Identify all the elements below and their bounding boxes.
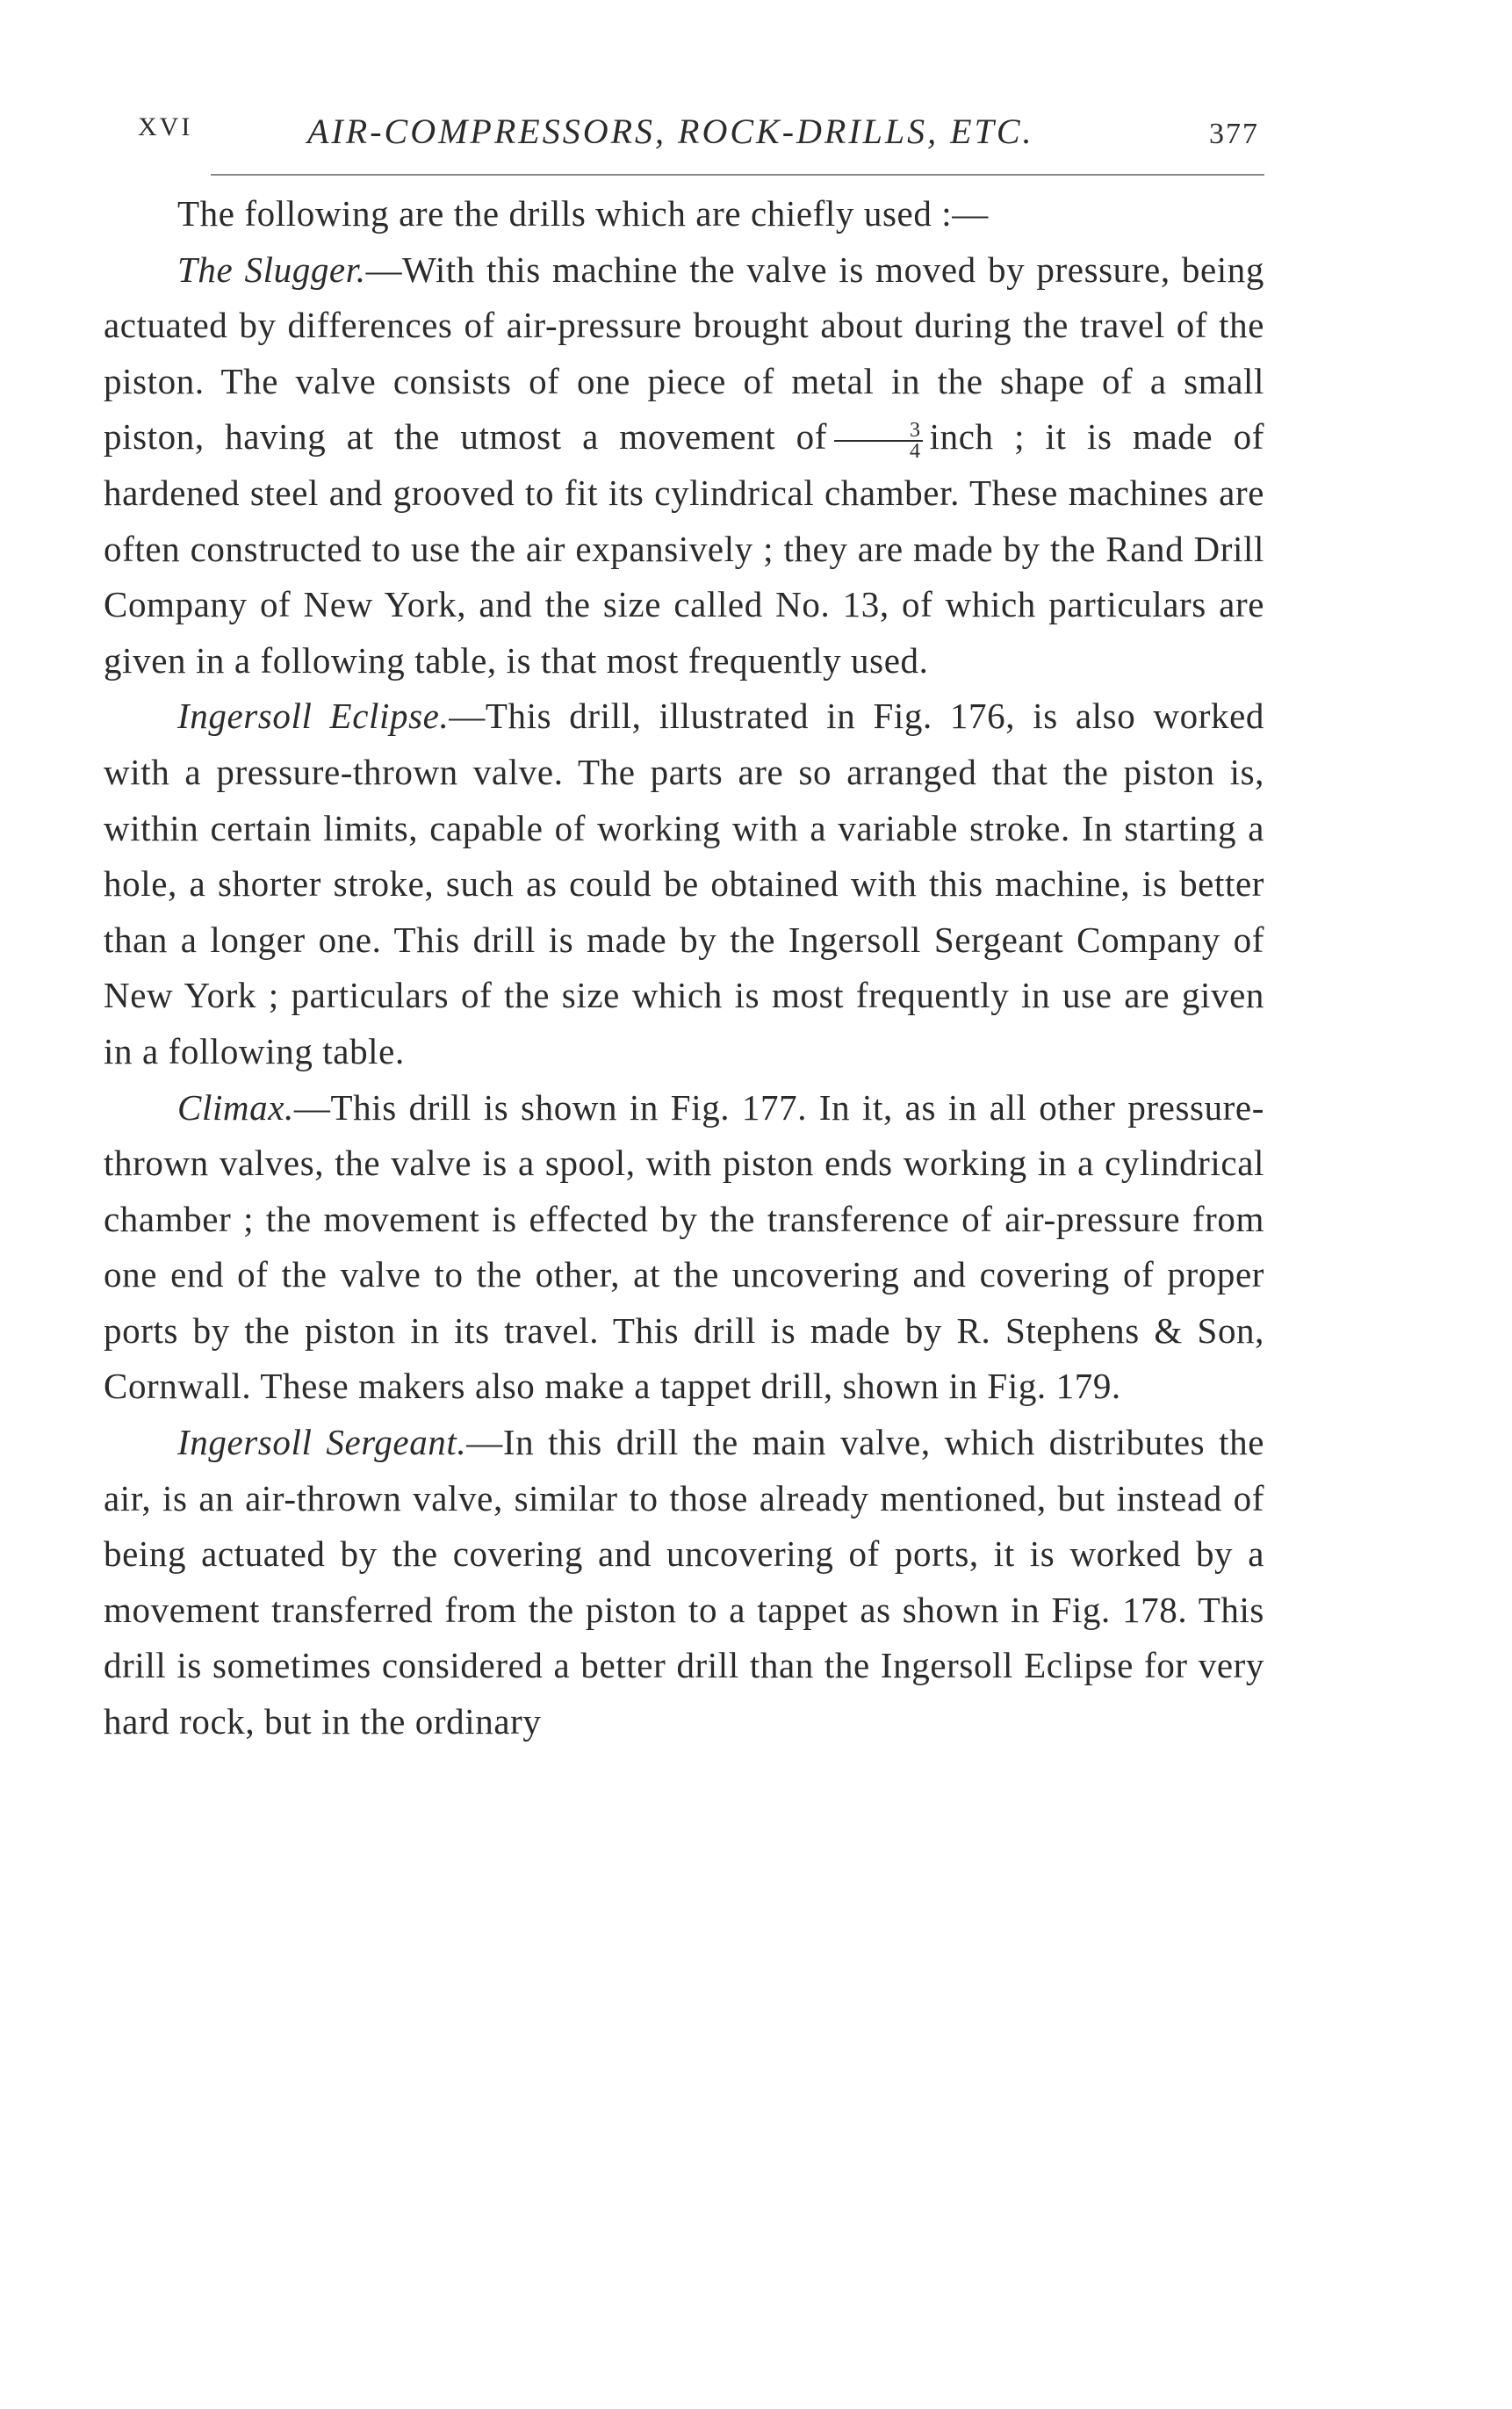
header-rule xyxy=(211,174,1264,176)
ingersoll-sergeant-text: —In this drill the main valve, which distributes the air, is an air-thrown valve, similar to those already mentioned, but instead of being actuated by the covering and uncovering of ports, it is worked by a movement transferred from the piston to a tappet as shown in Fig. 178. This drill is sometimes considered a better drill than the Ingersoll Eclipse for very hard rock, but in the ordinary xyxy=(104,1422,1264,1742)
running-title: AIR-COMPRESSORS, ROCK-DRILLS, ETC. xyxy=(307,112,1034,151)
ingersoll-eclipse-text: —This drill, illustrated in Fig. 176, is also worked with a pressure-thrown valve. The parts are so arranged that the piston is, within certain limits, capable of working with a variable stroke. In starting a hole, a shorter stroke, such as could be obtained with this machine, is better than a longer one. This drill is made by the Ingersoll Sergeant Company of New York ; particulars of the size which is most frequently in use are given in a following table. xyxy=(104,696,1264,1071)
fraction-denominator: 4 xyxy=(910,439,921,463)
body-text xyxy=(104,186,1264,1750)
fraction-three-quarters xyxy=(834,418,923,463)
paragraph-climax xyxy=(104,1080,1264,1416)
slugger-text-part2: inch ; it is made of hardened steel and grooved to fit its cylindrical chamber. These machines are often constructed to use the air expansively ; they are made by the Rand Drill Company of New York, and the size called No. 13, of which particulars are given in a following table, is that most frequently used. xyxy=(104,416,1264,681)
term-ingersoll-sergeant: Ingersoll Sergeant. xyxy=(177,1422,467,1463)
page-number: 377 xyxy=(1209,118,1259,150)
running-header xyxy=(127,104,1273,156)
term-climax: Climax. xyxy=(177,1086,294,1128)
paragraph-intro xyxy=(104,186,1264,242)
climax-text: —This drill is shown in Fig. 177. In it, as in all other pressure-thrown valves, the valve is a spool, with piston ends working in a cylindrical chamber ; the movement is effected by the transference of air-pressure from one end of the valve to the other, at the uncovering and covering of proper ports by the piston in its travel. This drill is made by R. Stephens & Son, Cornwall. These makers also make a tappet drill, shown in Fig. 179. xyxy=(104,1086,1264,1407)
slugger-text-part1: —With this machine the valve is moved by pressure, being actuated by differences of air-pressure brought about during the travel of the piston. The valve consists of one piece of metal in the shape of a small piston, having at the utmost a movement of xyxy=(104,249,1264,458)
chapter-number: XVI xyxy=(138,112,193,141)
paragraph-ingersoll-eclipse xyxy=(104,689,1264,1079)
intro-text: The following are the drills which are chiefly used :— xyxy=(177,193,989,234)
paragraph-ingersoll-sergeant xyxy=(104,1415,1264,1750)
fraction-numerator: 3 xyxy=(834,421,923,442)
term-slugger: The Slugger. xyxy=(177,249,366,290)
term-ingersoll-eclipse: Ingersoll Eclipse. xyxy=(177,696,450,737)
paragraph-slugger xyxy=(104,242,1264,689)
